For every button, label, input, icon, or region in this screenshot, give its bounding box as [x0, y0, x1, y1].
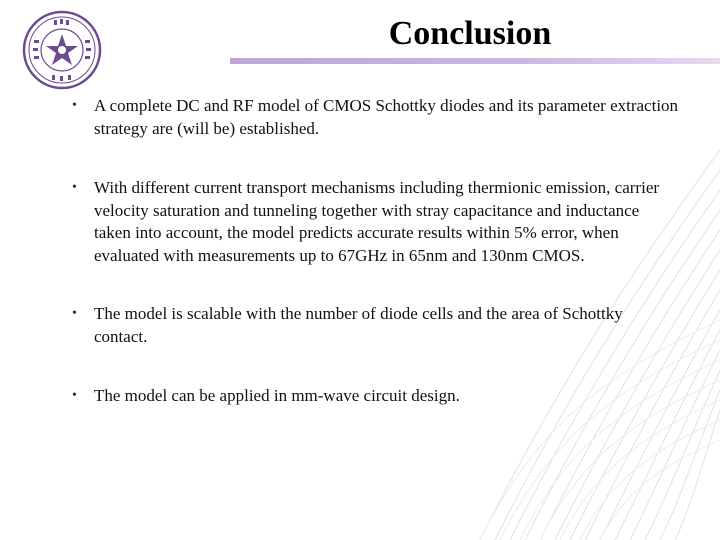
bullet-text: The model can be applied in mm-wave circuit design. [94, 386, 460, 405]
title-underline [230, 58, 720, 64]
bullet-marker: • [72, 98, 77, 113]
slide-title: Conclusion [388, 15, 552, 52]
bullet-text: A complete DC and RF model of CMOS Schottky diodes and its parameter extraction strategy are (will be) established. [94, 96, 679, 138]
university-seal-icon [22, 10, 102, 90]
bullet-item [70, 385, 680, 408]
bullet-item [70, 95, 680, 140]
bullet-item [70, 177, 680, 267]
bullet-item [70, 303, 680, 348]
bullet-text: The model is scalable with the number of diode cells and the area of Schottky contact. [94, 304, 623, 346]
bullet-marker: • [72, 180, 77, 195]
bullet-marker: • [72, 306, 77, 321]
bullet-text: With different current transport mechanisms including thermionic emission, carrier velocity saturation and tunneling together with stray capacitance and inductance taken into account, the model predicts accurate results within 5% error, when evaluated with measurements up to 67GHz in 65nm and 130nm CMOS. [94, 178, 660, 265]
bullet-marker: • [72, 388, 77, 403]
bullet-list [70, 95, 680, 445]
